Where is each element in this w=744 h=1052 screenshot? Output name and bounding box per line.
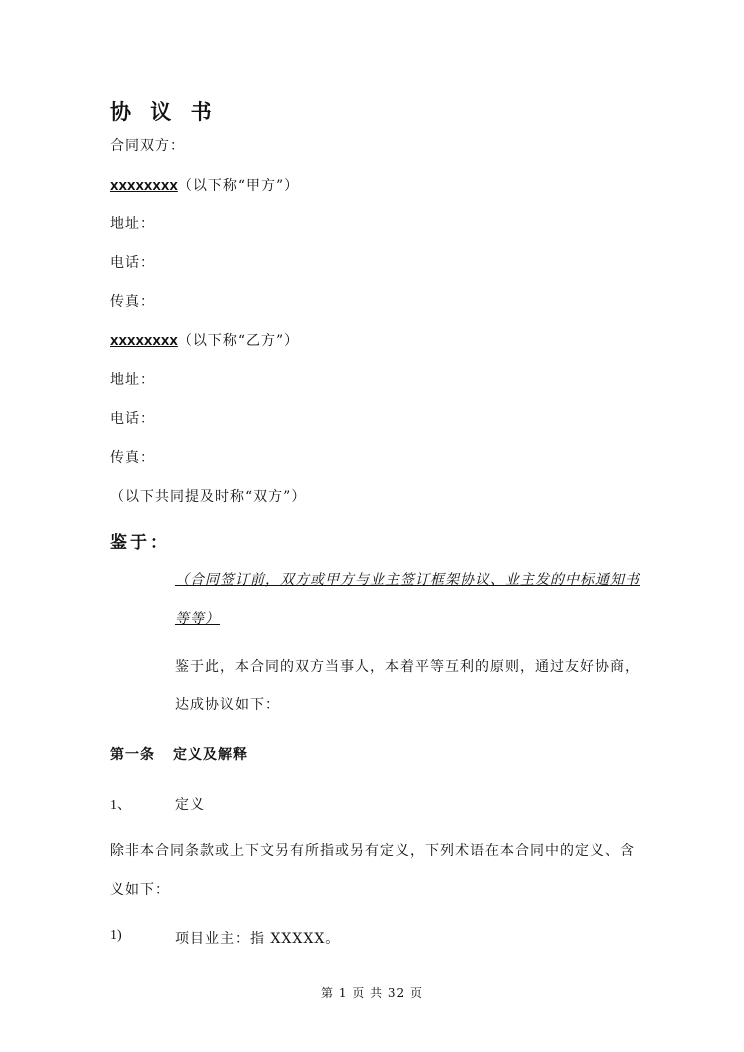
whereas-note-line-1: （合同签订前，双方或甲方与业主签订框架协议、业主发的中标通知书 — [175, 572, 640, 588]
article-1-number: 第一条 — [110, 747, 155, 763]
item-1-number: 1) — [110, 928, 122, 943]
party-b-line — [110, 333, 299, 350]
whereas-heading: 鉴于： — [110, 533, 170, 553]
party-b-address-label: 地址： — [110, 372, 155, 388]
whereas-note-line-2: 等等） — [175, 611, 220, 627]
article-1-heading — [110, 744, 248, 764]
party-a-line — [110, 178, 299, 195]
whereas-text-line-2: 达成协议如下： — [175, 697, 280, 713]
whereas-text-line-1: 鉴于此，本合同的双方当事人，本着平等互利的原则，通过友好协商， — [175, 659, 640, 675]
article-1-title: 定义及解释 — [173, 747, 248, 763]
party-a-fax-label: 传真： — [110, 294, 155, 310]
party-a-code: XXXXXXXX — [110, 180, 178, 193]
party-b-fax-label: 传真： — [110, 450, 155, 466]
item-1-text: 项目业主：指 XXXXX。 — [175, 931, 341, 947]
definition-intro-line-2: 义如下： — [110, 882, 170, 898]
party-a-designation: （以下称“甲方”） — [177, 178, 300, 194]
definition-intro-line-1: 除非本合同条款或上下文另有所指或另有定义，下列术语在本合同中的定义、含 — [110, 843, 635, 859]
party-a-address-label: 地址： — [110, 216, 155, 232]
party-b-phone-label: 电话： — [110, 411, 155, 427]
page-number-footer: 第 1 页 共 32 页 — [321, 986, 423, 1000]
party-b-code: XXXXXXXX — [110, 335, 178, 348]
clause-1-number: 1、 — [110, 798, 131, 813]
joint-reference: （以下共同提及时称“双方”） — [110, 489, 307, 505]
document-title: 协 议 书 — [110, 99, 218, 124]
party-a-phone-label: 电话： — [110, 255, 155, 271]
contract-parties-label: 合同双方： — [110, 138, 185, 154]
party-b-designation: （以下称“乙方”） — [177, 333, 300, 349]
clause-1-title: 定义 — [175, 797, 205, 813]
